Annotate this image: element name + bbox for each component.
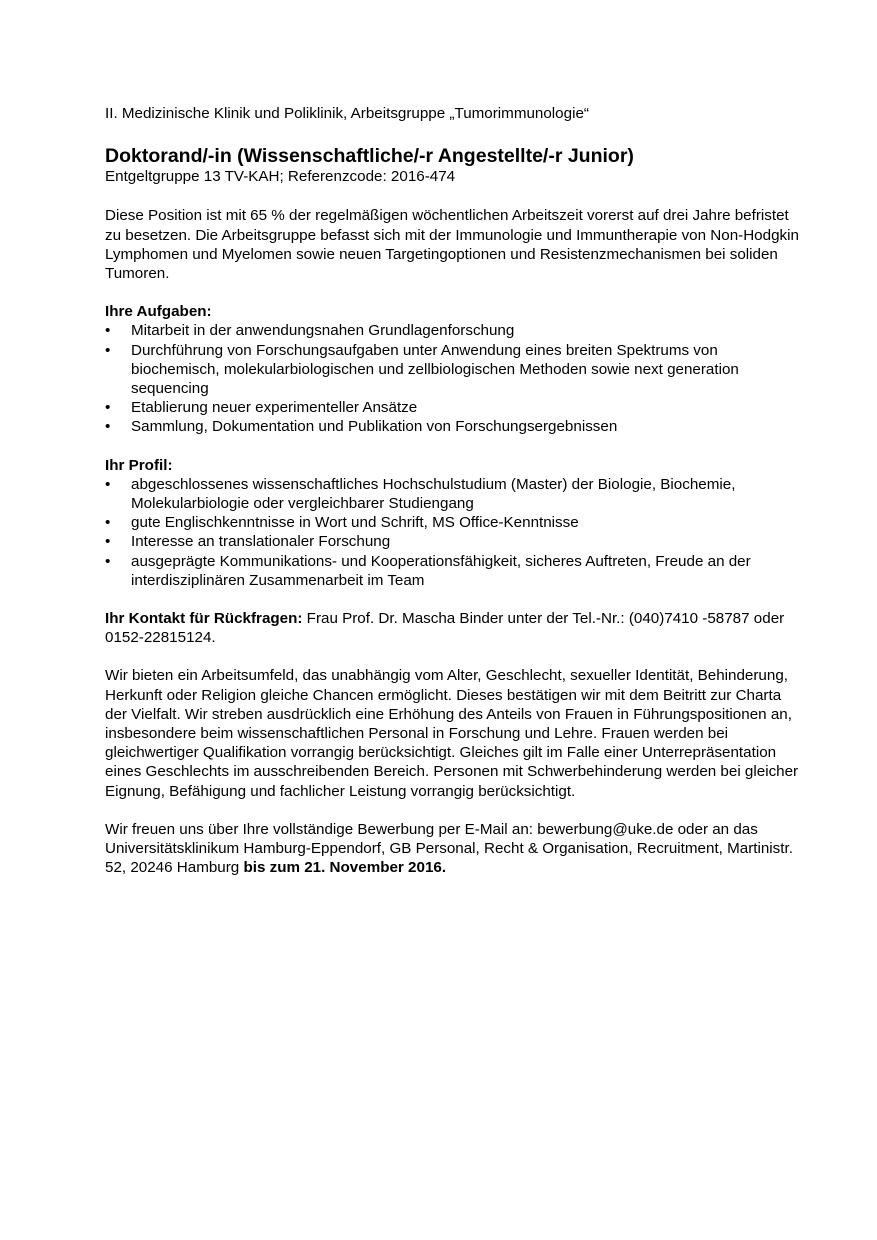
reference-line: Entgeltgruppe 13 TV-KAH; Referenzcode: 2016-474 <box>105 168 456 186</box>
bullet-icon: • <box>105 341 111 359</box>
contact-label: Ihr Kontakt für Rückfragen: <box>105 610 303 628</box>
bullet-icon: • <box>105 399 111 417</box>
list-item: • gute Englischkenntnisse in Wort und Schrift, MS Office-Kenntnisse <box>105 514 579 532</box>
list-item: • Sammlung, Dokumentation und Publikation von Forschungsergebnissen <box>105 418 618 436</box>
diversity-paragraph: Wir bieten ein Arbeitsumfeld, das unabhängig vom Alter, Geschlecht, sexueller Identität, Behinderung, Herkunft oder Religion gleiche Chancen ermöglicht. Dieses bestätigen wir mit dem Beitritt zur Charta der Vielfalt. Wir streben ausdrücklich eine Erhöhung des Anteils von Frauen in Führungspositionen an, insbesondere beim wissenschaftlichen Personal in Forschung und Lehre. Frauen werden bei gleichwertiger Qualifikation vorrangig berücksichtigt. Gleiches gilt im Falle einer Unterrepräsentation eines Geschlechts im ausschreibenden Bereich. Personen mit Schwerbehinderung werden bei gleicher Eignung, Befähigung und fachlicher Leistung vorrangig berücksichtigt. <box>105 667 799 800</box>
application-deadline: bis zum 21. November 2016. <box>243 859 447 877</box>
tasks-heading: Ihre Aufgaben: <box>105 303 212 321</box>
contact-paragraph <box>105 609 805 647</box>
list-item: • Mitarbeit in der anwendungsnahen Grundlagenforschung <box>105 322 515 340</box>
bullet-icon: • <box>105 475 111 493</box>
list-item: • ausgeprägte Kommunikations- und Kooperationsfähigkeit, sicheres Auftreten, Freude an der interdisziplinären Zusammenarbeit im Team <box>105 552 751 589</box>
department-line: II. Medizinische Klinik und Poliklinik, Arbeitsgruppe „Tumorimmunologie“ <box>105 105 589 122</box>
bullet-icon: • <box>105 322 111 340</box>
bullet-icon: • <box>105 418 111 436</box>
bullet-icon: • <box>105 552 111 570</box>
profile-heading: Ihr Profil: <box>105 456 173 474</box>
list-item: • Durchführung von Forschungsaufgaben unter Anwendung eines breiten Spektrums von biochemisch, molekularbiologischen und zellbiologischen Methoden sowie next generation sequencing <box>105 341 739 398</box>
bullet-icon: • <box>105 533 111 551</box>
list-item: • abgeschlossenes wissenschaftliches Hochschulstudium (Master) der Biologie, Biochemie, Molekularbiologie oder vergleichbarer Studiengang <box>105 475 736 513</box>
list-item: • Interesse an translationaler Forschung <box>105 533 391 551</box>
profile-section <box>105 456 805 590</box>
contact-text: Frau Prof. Dr. Mascha Binder unter der Tel.-Nr.: (040)7410 -58787 oder 0152-22815124. <box>105 610 785 647</box>
tasks-section <box>105 302 805 436</box>
tasks-list <box>105 321 805 436</box>
application-text: Wir freuen uns über Ihre vollständige Bewerbung per E-Mail an: bewerbung@uke.de oder an das Universitätsklinikum Hamburg-Eppendorf, GB Personal, Recht & Organisation, Recruitment, Martinistr. 52, 20246 Hamburg <box>105 820 793 877</box>
job-title: Doktorand/-in (Wissenschaftliche/-r Angestellte/-r Junior) <box>105 145 634 168</box>
application-paragraph <box>105 820 805 878</box>
intro-paragraph: Diese Position ist mit 65 % der regelmäßigen wöchentlichen Arbeitszeit vorerst auf drei Jahre befristet zu besetzen. Die Arbeitsgruppe befasst sich mit der Immunologie und Immuntherapie von Non-Hodgkin Lymphomen und Myelomen sowie neuen Targetingoptionen und Resistenzmechanismen bei soliden Tumoren. <box>105 207 799 283</box>
bullet-icon: • <box>105 514 111 532</box>
profile-list <box>105 475 805 590</box>
job-posting <box>105 104 805 897</box>
list-item: • Etablierung neuer experimenteller Ansätze <box>105 399 418 417</box>
